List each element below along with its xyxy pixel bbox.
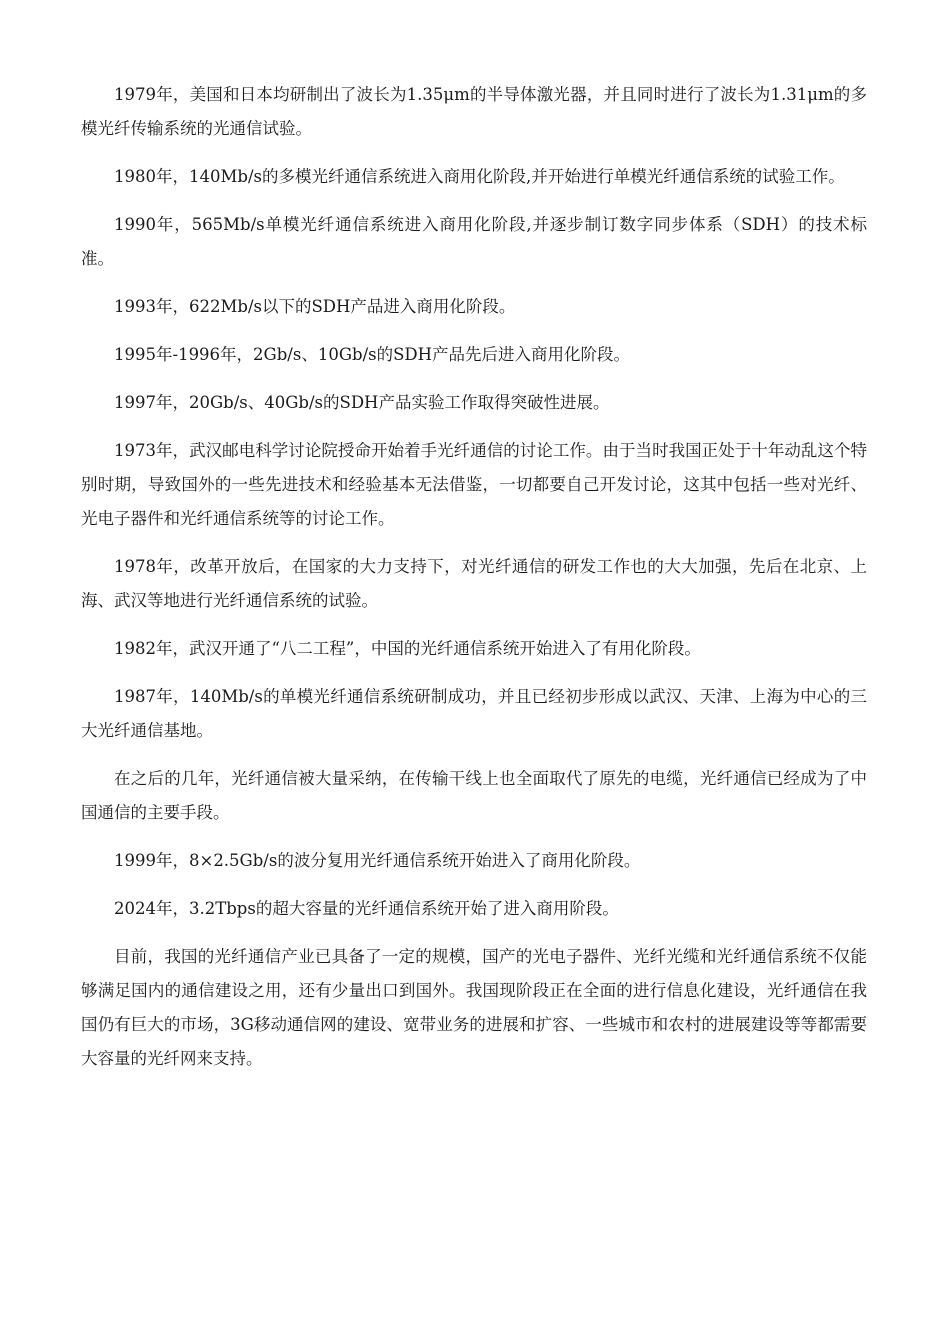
paragraph-1993: 1993年，622Mb/s以下的SDH产品进入商用化阶段。 — [114, 297, 516, 316]
paragraph-1995: 1995年-1996年，2Gb/s、10Gb/s的SDH产品先后进入商用化阶段。 — [114, 345, 631, 364]
paragraph-1978: 1978年，改革开放后，在国家的大力支持下，对光纤通信的研发工作也的大大加强，先后在北京、上海、武汉等地进行光纤通信系统的试验。 — [81, 557, 867, 610]
paragraph-current: 目前，我国的光纤通信产业已具备了一定的规模，国产的光电子器件、光纤光缆和光纤通信系统不仅能够满足国内的通信建设之用，还有少量出口到国外。我国现阶段正在全面的进行信息化建设，光纤通信在我国仍有巨大的市场，3G移动通信网的建设、宽带业务的进展和扩容、一些城市和农村的进展建设等等都需要大容量的光纤网来支持。 — [81, 947, 867, 1068]
paragraph-1980: 1980年，140Mb/s的多模光纤通信系统进入商用化阶段,并开始进行单模光纤通信系统的试验工作。 — [114, 167, 845, 186]
paragraph-1997: 1997年，20Gb/s、40Gb/s的SDH产品实验工作取得突破性进展。 — [114, 393, 610, 412]
paragraph-1990: 1990年，565Mb/s单模光纤通信系统进入商用化阶段,并逐步制订数字同步体系（SDH）的技术标准。 — [81, 215, 867, 268]
paragraph-1982: 1982年，武汉开通了“八二工程”，中国的光纤通信系统开始进入了有用化阶段。 — [114, 639, 701, 658]
paragraph-1979: 1979年，美国和日本均研制出了波长为1.35μm的半导体激光器，并且同时进行了波长为1.31μm的多模光纤传输系统的光通信试验。 — [81, 85, 867, 138]
paragraph-2024: 2024年，3.2Tbps的超大容量的光纤通信系统开始了进入商用阶段。 — [114, 899, 619, 918]
paragraph-1999: 1999年，8×2.5Gb/s的波分复用光纤通信系统开始进入了商用化阶段。 — [114, 851, 641, 870]
paragraph-1973: 1973年，武汉邮电科学讨论院授命开始着手光纤通信的讨论工作。由于当时我国正处于十年动乱这个特别时期，导致国外的一些先进技术和经验基本无法借鉴，一切都要自己开发讨论，这其中包括一些对光纤、光电子器件和光纤通信系统等的讨论工作。 — [81, 441, 867, 528]
paragraph-1987: 1987年，140Mb/s的单模光纤通信系统研制成功，并且已经初步形成以武汉、天津、上海为中心的三大光纤通信基地。 — [81, 687, 867, 740]
paragraph-later-years: 在之后的几年，光纤通信被大量采纳，在传输干线上也全面取代了原先的电缆，光纤通信已经成为了中国通信的主要手段。 — [81, 769, 867, 822]
document-body — [81, 78, 867, 1090]
